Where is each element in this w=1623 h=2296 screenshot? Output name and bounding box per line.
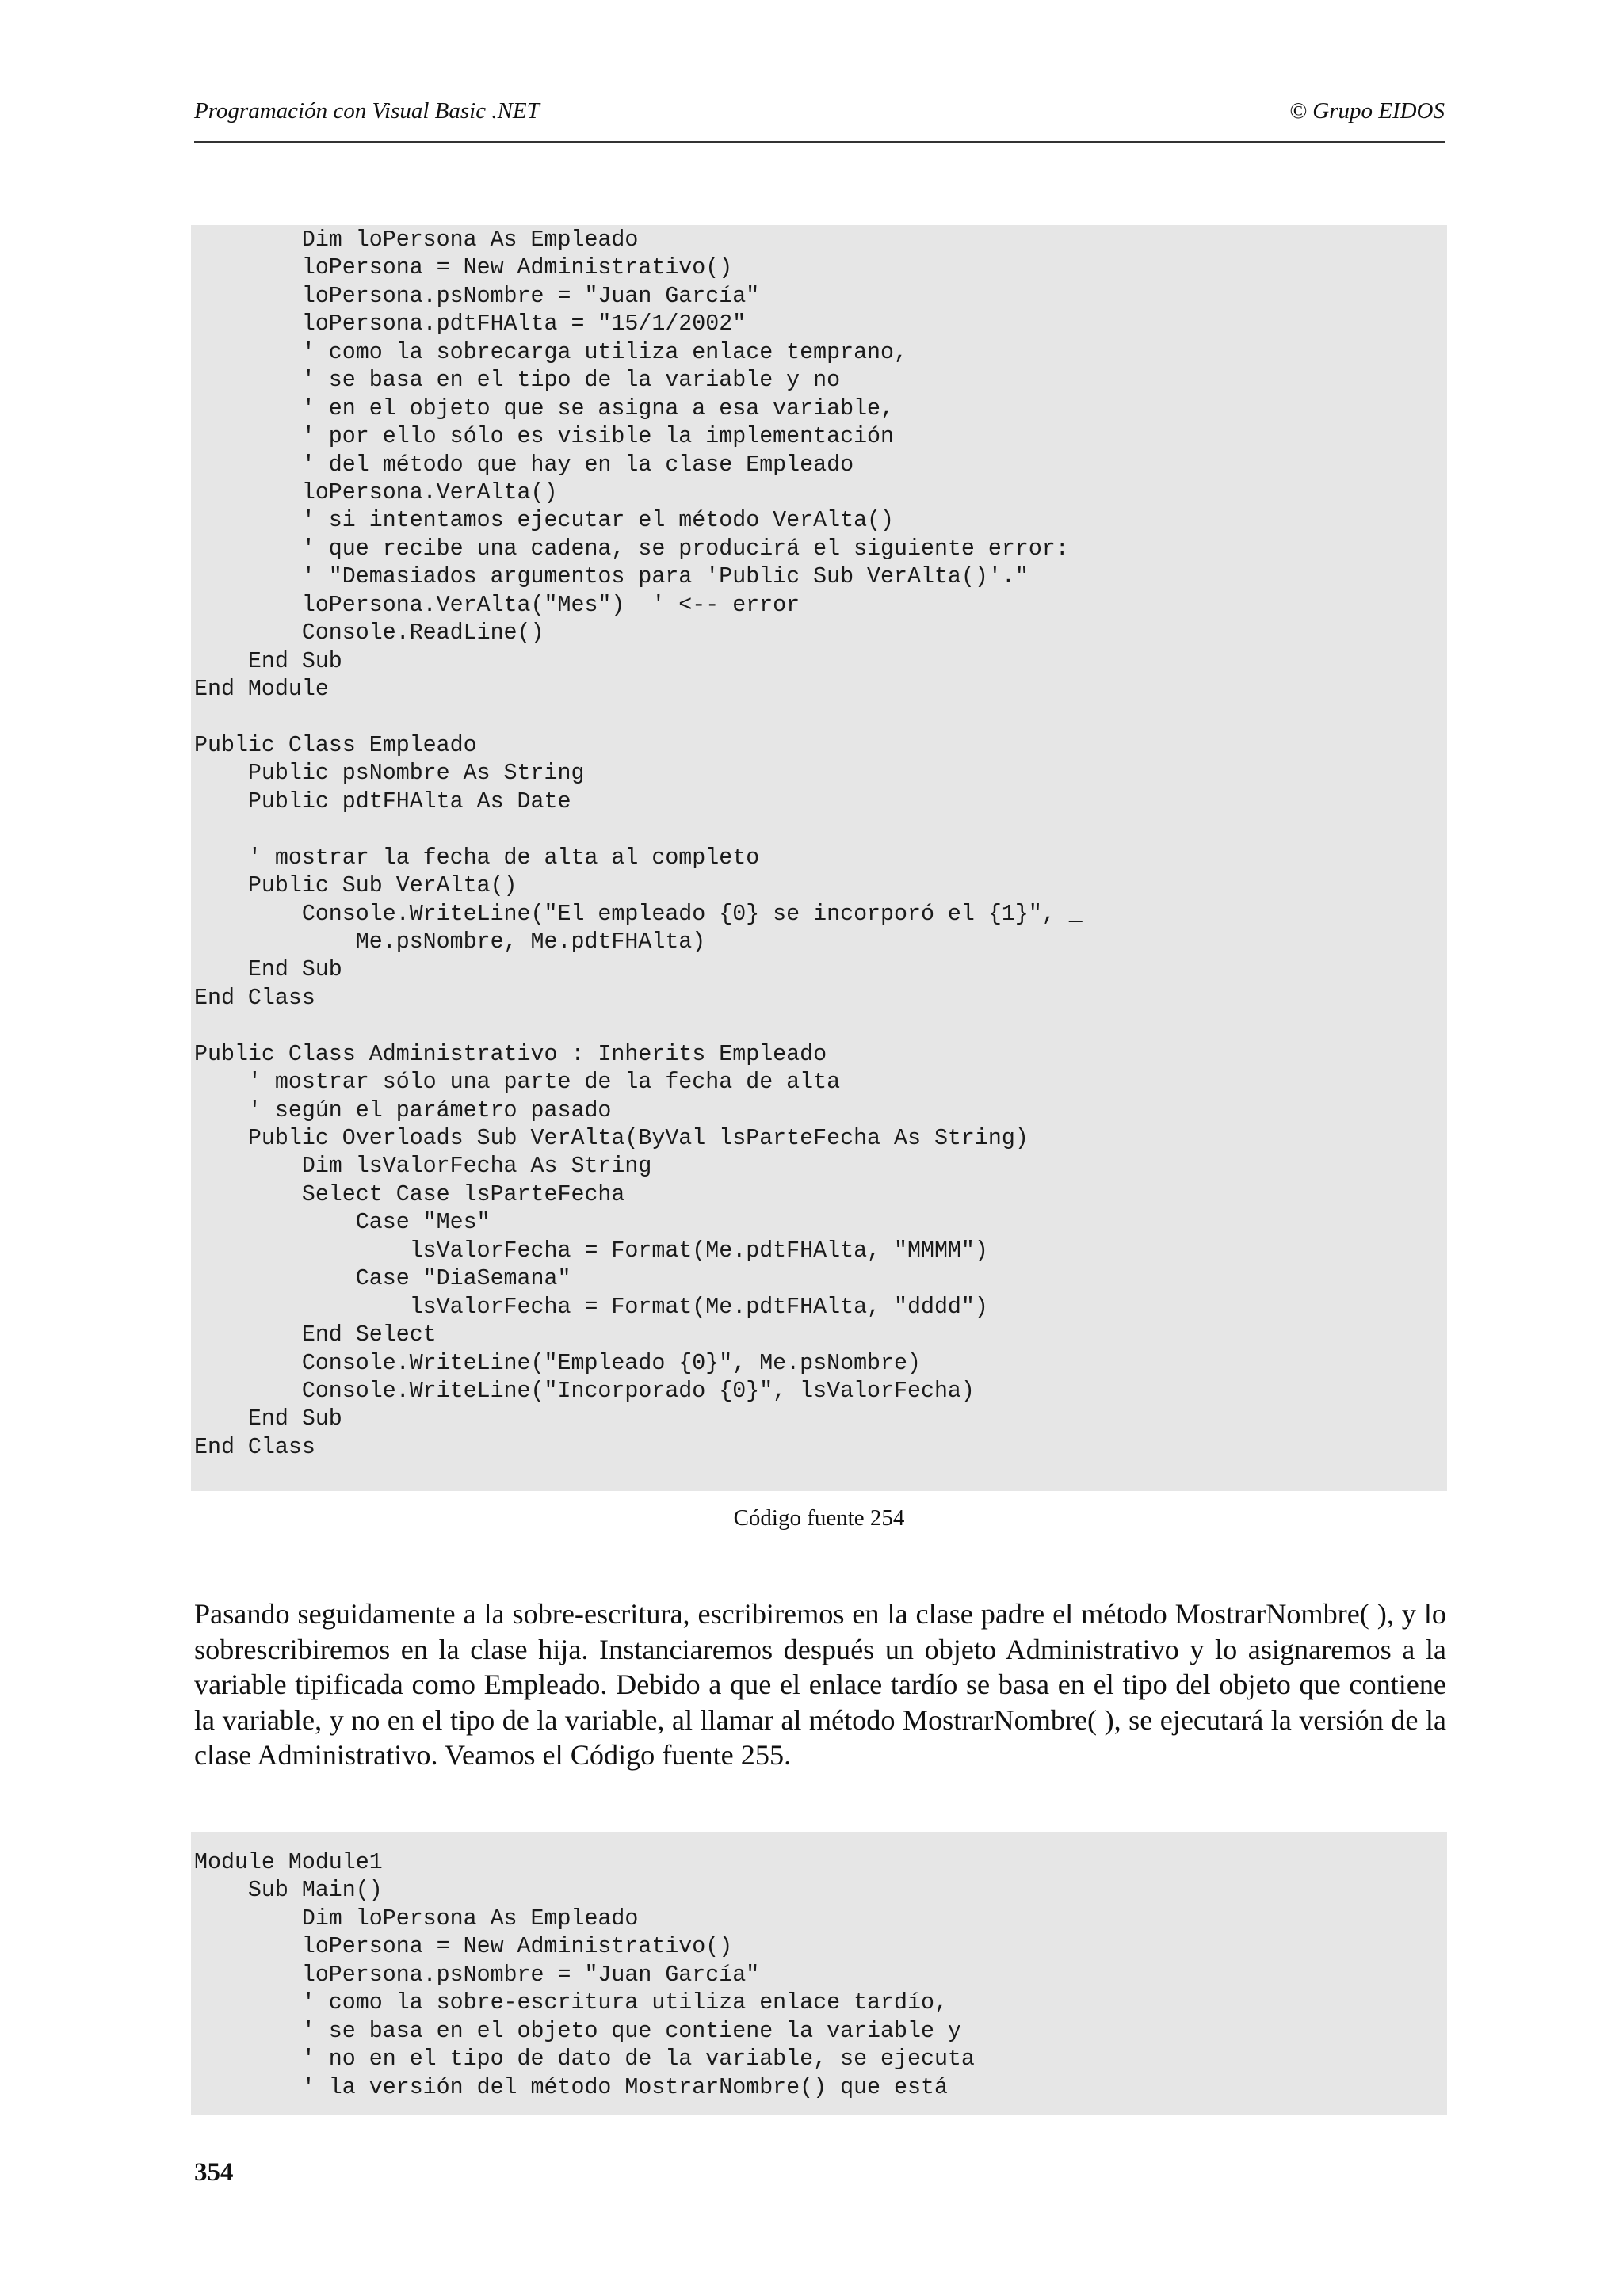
code-line: Public Class Administrativo : Inherits Empleado [194,1041,827,1067]
code-line: Case "DiaSemana" [194,1266,571,1292]
publisher: © Grupo EIDOS [1289,98,1445,124]
code-line: Console.ReadLine() [194,620,544,646]
code-line: End Module [194,677,329,702]
code-line: ' si intentamos ejecutar el método VerAlta() [194,508,895,534]
code-line: ' en el objeto que se asigna a esa variable, [194,395,895,421]
code-line: ' "Demasiados argumentos para 'Public Sub VerAlta()'." [194,564,1029,590]
code-line: ' la versión del método MostrarNombre() que está [194,2074,948,2100]
body-paragraph: Pasando seguidamente a la sobre-escritura, escribiremos en la clase padre el método MostrarNombre( ), y lo sobrescribiremos en la clase hija. Instanciaremos después un objeto Administrativo y lo asignaremos a la variable tipificada como Empleado. Debido a que el enlace tardío se basa en el tipo del objeto que contiene la variable, y no en el tipo de la variable, al llamar al método MostrarNombre( ), se ejecutará la versión de la clase Administrativo. Veamos el Código fuente 255. [194,1598,1446,1771]
code-line: ' mostrar sólo una parte de la fecha de alta [194,1070,841,1096]
code-line: loPersona.VerAlta("Mes") ' <-- error [194,592,800,618]
code-line: lsValorFecha = Format(Me.pdtFHAlta, "MMMM") [194,1238,988,1264]
code-line: Public psNombre As String [194,761,585,787]
code-line: ' por ello sólo es visible la implementación [194,424,895,450]
code-line: Select Case lsParteFecha [194,1181,625,1207]
code-line [194,704,1447,731]
code-caption: Código fuente 254 [733,1505,905,1531]
code-line: End Sub [194,957,342,983]
code-line: ' se basa en el tipo de la variable y no [194,368,841,394]
code-line: lsValorFecha = Format(Me.pdtFHAlta, "dddd") [194,1294,988,1320]
code-line: ' se basa en el objeto que contiene la variable y [194,2018,961,2044]
code-line: Dim loPersona As Empleado [194,227,639,253]
code-line: End Sub [194,1406,342,1432]
code-line [194,1013,1447,1040]
code-line: loPersona.psNombre = "Juan García" [194,1962,760,1988]
code-block-255 [191,1832,1447,2115]
code-line [194,816,1447,844]
code-line: Public Overloads Sub VerAlta(ByVal lsParteFecha As String) [194,1126,1029,1151]
code-line: ' del método que hay en la clase Empleado [194,452,854,478]
code-line: loPersona = New Administrativo() [194,255,733,281]
code-line: ' mostrar la fecha de alta al completo [194,845,760,871]
code-line: Dim lsValorFecha As String [194,1154,652,1180]
code-line: Public Class Empleado [194,732,477,758]
code-block-254 [191,225,1447,1491]
code-line: Public pdtFHAlta As Date [194,788,571,814]
code-line: Console.WriteLine("Incorporado {0}", lsValorFecha) [194,1378,975,1404]
code-line: Public Sub VerAlta() [194,873,517,899]
book-title: Programación con Visual Basic .NET [194,98,540,124]
page-number: 354 [194,2158,234,2187]
code-line: Module Module1 [194,1850,383,1875]
code-line: loPersona.VerAlta() [194,479,558,505]
code-line: Sub Main() [194,1878,383,1904]
code-line: Dim loPersona As Empleado [194,1905,639,1932]
code-line: loPersona.psNombre = "Juan García" [194,283,760,309]
code-line: ' no en el tipo de dato de la variable, se ejecuta [194,2046,975,2073]
code-line: Console.WriteLine("El empleado {0} se incorporó el {1}", _ [194,901,1083,927]
code-line: ' que recibe una cadena, se producirá el siguiente error: [194,536,1069,562]
code-line: End Sub [194,648,342,674]
code-line: Me.psNombre, Me.pdtFHAlta) [194,929,706,955]
code-line: ' según el parámetro pasado [194,1097,612,1123]
code-line: loPersona.pdtFHAlta = "15/1/2002" [194,311,747,338]
code-line: Console.WriteLine("Empleado {0}", Me.psNombre) [194,1350,921,1376]
page-header [194,93,1445,143]
code-line: loPersona = New Administrativo() [194,1934,733,1960]
code-line: End Select [194,1322,437,1348]
code-line: End Class [194,1434,315,1460]
code-line: Case "Mes" [194,1210,491,1236]
code-line: ' como la sobrecarga utiliza enlace temprano, [194,339,907,365]
code-line: ' como la sobre-escritura utiliza enlace tardío, [194,1990,948,2016]
code-line: End Class [194,985,315,1011]
